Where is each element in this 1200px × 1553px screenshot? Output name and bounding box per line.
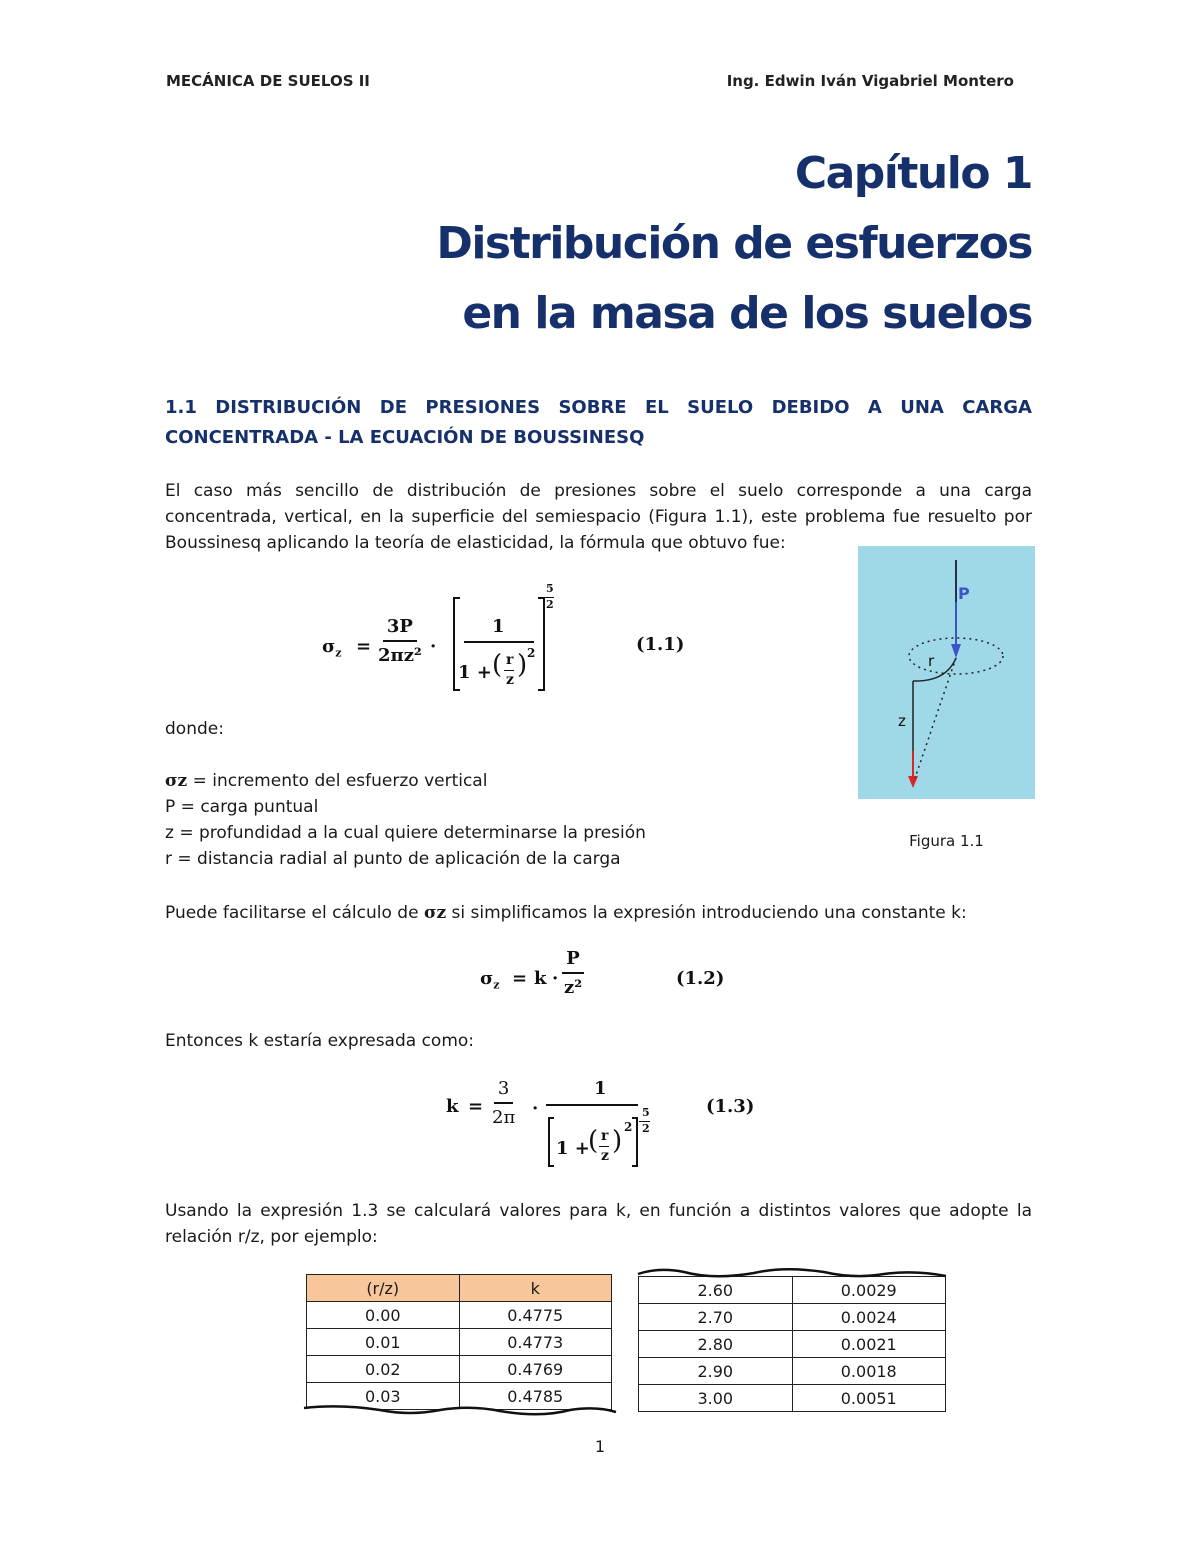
paragraph-simplify: Puede facilitarse el cálculo de σz si simplificamos la expresión introduciendo una constante k:: [165, 903, 967, 923]
chapter-title-line2: en la masa de los suelos: [462, 288, 1032, 339]
torn-edge-right: [634, 1264, 952, 1284]
eq3-exp-den: 2: [642, 1122, 650, 1135]
running-header-right: Ing. Edwin Iván Vigabriel Montero: [726, 72, 1014, 90]
intro-line-1: El caso más sencillo de distribución de presiones sobre el suelo corresponde a una carga: [165, 481, 1032, 501]
chapter-number: Capítulo 1: [794, 148, 1032, 199]
equation-1-1: [320, 582, 720, 696]
paragraph-usage: [165, 1198, 1032, 1250]
figure-caption: Figura 1.1: [909, 832, 984, 850]
table-row: 0.01 0.4773: [307, 1329, 612, 1356]
eq1-paren-left: (: [492, 650, 503, 680]
usage-line-1: Usando la expresión 1.3 se calculará valores para k, en función a distintos valores que adopte la: [165, 1201, 1032, 1221]
where-list: [165, 768, 646, 872]
eq2-denominator: z²: [564, 977, 583, 998]
section-heading: 1.1 DISTRIBUCIÓN DE PRESIONES SOBRE EL SUELO DEBIDO A UNA CARGA CONCENTRADA - LA ECUACIÓN DE BOUSSINESQ: [165, 397, 1032, 448]
eq1-numerator: 3P: [383, 616, 417, 642]
para2-sigma: σz: [423, 903, 447, 923]
where-item-sigma: σz = incremento del esfuerzo vertical: [165, 771, 488, 791]
equation-1-3: [446, 1076, 766, 1176]
eq3-main-bar: [546, 1104, 638, 1106]
eq3-exp-num: 5: [642, 1106, 650, 1119]
eq2-equals: =: [512, 968, 528, 989]
table-row: 2.70 0.0024: [639, 1304, 946, 1331]
eq1-fraction: [374, 616, 426, 666]
eq3-paren-right: ): [612, 1126, 623, 1156]
table-header-rz: (r/z): [307, 1275, 460, 1302]
eq1-inner-one-plus: 1 +: [458, 662, 492, 683]
eq1-exp-num: 5: [546, 582, 554, 595]
k-table-right: [638, 1276, 946, 1412]
eq1-sub: z: [335, 646, 342, 660]
where-label: donde:: [165, 719, 224, 739]
intro-line-2: concentrada, vertical, en la superficie del semiespacio (Figura 1.1), este problema fue resuelto por: [165, 507, 1032, 527]
figure-label-r: r: [928, 652, 935, 670]
eq1-r: r: [506, 652, 514, 668]
eq2-k: k: [534, 968, 547, 989]
eq3-label: (1.3): [706, 1096, 755, 1117]
table-row: 0.00 0.4775: [307, 1302, 612, 1329]
eq1-z: z: [506, 672, 514, 688]
table-header-row: [307, 1275, 612, 1302]
eq3-fraction: [488, 1078, 519, 1128]
eq1-rz-bar: [504, 670, 514, 671]
table-row: 2.80 0.0021: [639, 1331, 946, 1358]
eq3-denominator: 2π: [492, 1107, 516, 1128]
eq2-sigma: σ: [480, 968, 494, 989]
eq1-denominator: 2πz²: [378, 645, 422, 666]
eq3-z: z: [601, 1148, 609, 1164]
where-item-r: r = distancia radial al punto de aplicación de la carga: [165, 849, 621, 869]
eq3-r: r: [601, 1128, 609, 1144]
table-row: 3.00 0.0051: [639, 1385, 946, 1412]
eq3-paren-left: (: [588, 1126, 599, 1156]
table-row: 0.02 0.4769: [307, 1356, 612, 1383]
figure-label-z: z: [898, 712, 906, 730]
eq3-dot: ·: [532, 1098, 539, 1119]
figure-label-p: P: [958, 584, 970, 603]
table-header-k: k: [459, 1275, 612, 1302]
torn-edge-left: [300, 1402, 620, 1424]
page-number: 1: [594, 1437, 606, 1456]
equation-1-2: [480, 948, 740, 1008]
paragraph-k-expression: Entonces k estaría expresada como:: [165, 1031, 475, 1051]
eq3-rz-bar: [599, 1146, 609, 1147]
eq1-equals: =: [356, 636, 372, 657]
intro-line-3: Boussinesq aplicando la teoría de elasticidad, la fórmula que obtuvo fue:: [165, 533, 786, 553]
eq2-label: (1.2): [676, 968, 725, 989]
eq1-inner-numerator: 1: [492, 616, 505, 637]
eq2-dot: ·: [552, 968, 559, 989]
where-item-z: z = profundidad a la cual quiere determinarse la presión: [165, 823, 646, 843]
eq1-exp-den: 2: [546, 598, 554, 611]
running-header-left: MECÁNICA DE SUELOS II: [166, 72, 370, 90]
eq2-sub: z: [493, 978, 500, 992]
eq1-paren-right: ): [517, 650, 528, 680]
where-item-p: P = carga puntual: [165, 797, 319, 817]
eq3-squared: 2: [624, 1120, 633, 1134]
intro-paragraph: [165, 478, 1032, 556]
eq1-label: (1.1): [636, 634, 685, 655]
eq3-k: k: [446, 1096, 459, 1117]
eq2-numerator: P: [562, 948, 584, 974]
eq3-numerator-one: 1: [594, 1078, 607, 1099]
eq3-equals: =: [468, 1096, 484, 1117]
table-row: 0.03 0.4785: [307, 1383, 612, 1410]
table-row: 2.90 0.0018: [639, 1358, 946, 1385]
eq1-sigma: σ: [322, 636, 336, 657]
eq3-one-plus: 1 +: [556, 1138, 590, 1159]
usage-line-2: relación r/z, por ejemplo:: [165, 1227, 378, 1247]
eq2-fraction: [560, 948, 586, 998]
k-table-left: [306, 1274, 612, 1410]
eq3-numerator: 3: [494, 1078, 513, 1104]
chapter-title-line1: Distribución de esfuerzos: [436, 218, 1032, 269]
figure-boussinesq-diagram: [858, 546, 1035, 799]
table-row: 2.60 0.0029: [639, 1277, 946, 1304]
figure-drawing: [858, 546, 1035, 799]
eq1-squared: 2: [527, 646, 536, 660]
eq1-dot: ·: [430, 636, 437, 657]
